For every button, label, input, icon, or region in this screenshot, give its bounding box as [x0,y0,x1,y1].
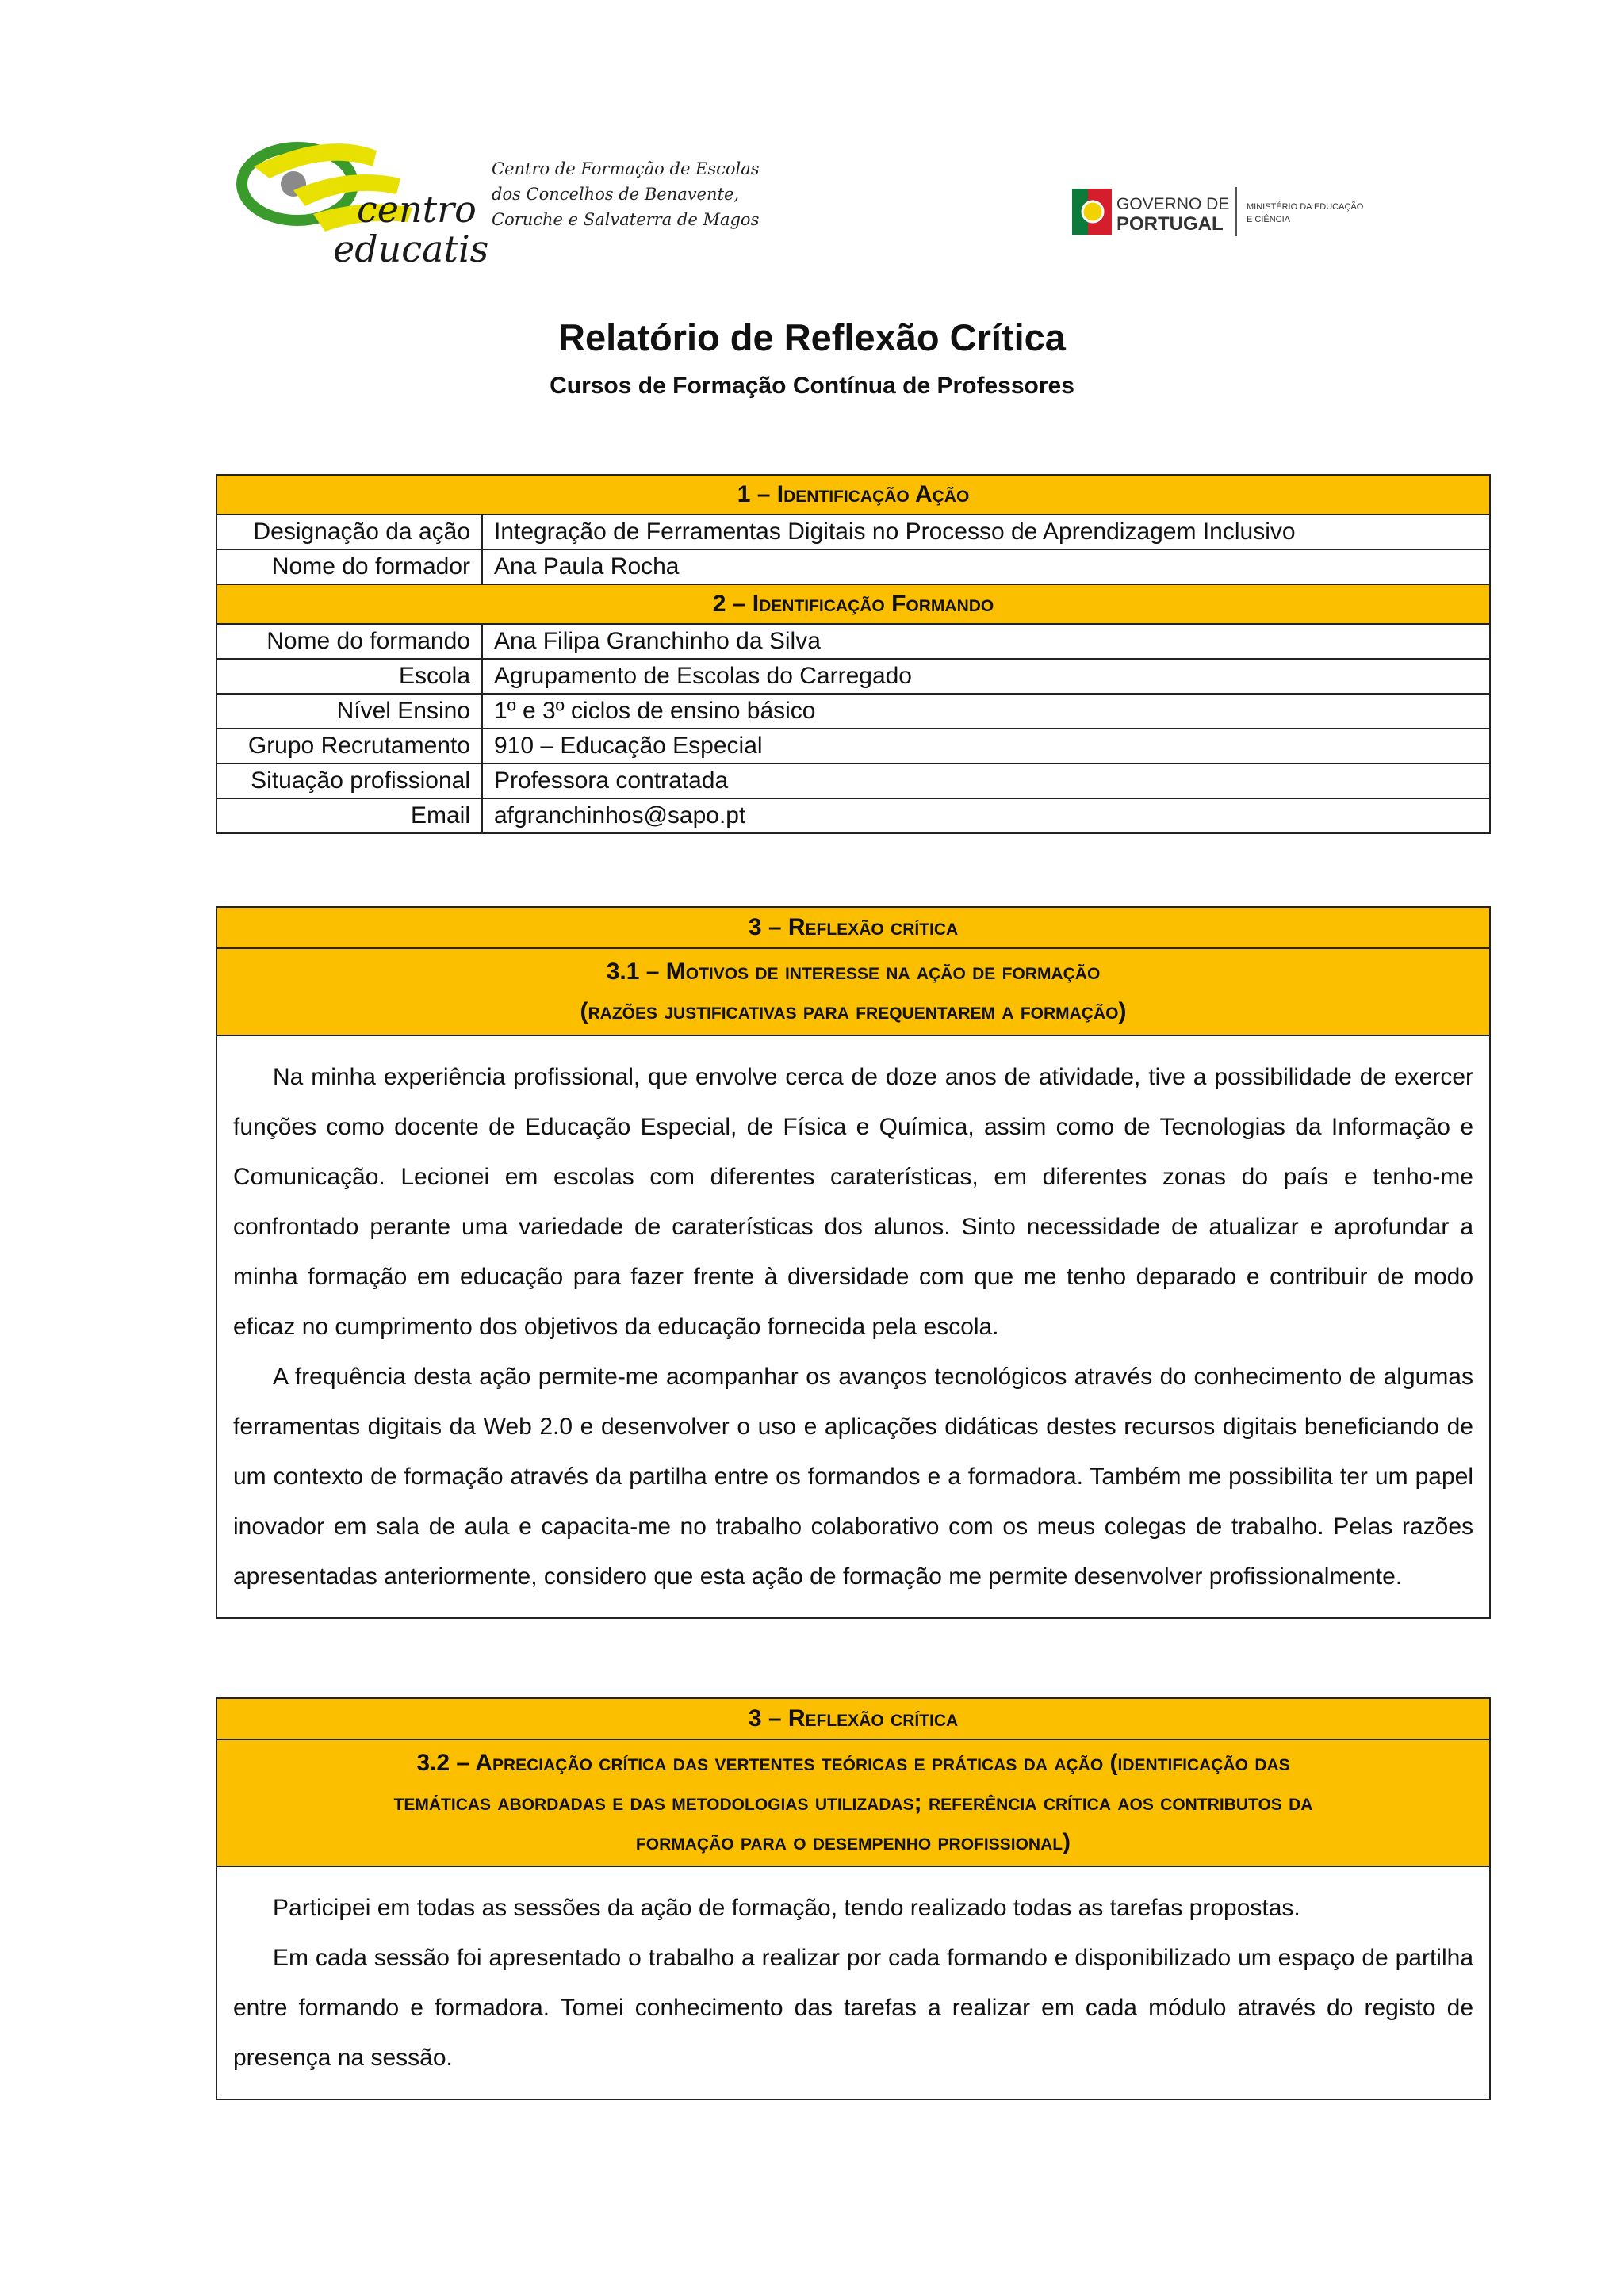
gov-brand-line2: PORTUGAL [1116,213,1224,235]
table-row [216,729,1490,763]
logo-caption-line2: dos Concelhos de Benavente, [492,185,740,204]
paragraph: Em cada sessão foi apresentado o trabalho a realizar por cada formando e disponibilizado um espaço de partilha entre formando e formadora. Tomei conhecimento das tarefas a realizar em cada módulo através do registo de presença na sessão. [233,1945,1473,2071]
centro-educatis-logo [238,135,760,270]
table-row [216,515,1490,549]
logo-caption-line3: Coruche e Salvaterra de Magos [492,210,760,229]
document-subtitle: Cursos de Formação Contínua de Professores [550,373,1074,399]
logo-word-centro: centro [357,188,477,231]
paragraph: A frequência desta ação permite-me acompanhar os avanços tecnológicos através do conhecimento de algumas ferramentas digitais da Web 2.0 e desenvolver o uso e aplicações didáticas destes recursos digitais beneficiando de um contexto de formação através da partilha entre os formandos e a formadora. Também me possibilita ter um papel inovador em sala de aula e capacita-me no trabalho colaborativo com os meus colegas de trabalho. Pelas razões apresentadas anteriormente, considero que esta ação de formação me permite desenvolver profissionalmente. [233,1364,1473,1590]
gov-brand-line1: GOVERNO DE [1116,195,1230,213]
field-value: 910 – Educação Especial [482,729,1490,763]
field-label: Nível Ensino [216,694,482,729]
section31-subheading-line1: 3.1 – Motivos de interesse na ação de formação [606,959,1101,985]
header-logos [238,135,1396,270]
field-value: afgranchinhos@sapo.pt [482,798,1490,833]
section31-subheading [217,949,1489,1036]
field-label: Situação profissional [216,763,482,798]
table-row [216,694,1490,729]
field-value: Integração de Ferramentas Digitais no Processo de Aprendizagem Inclusivo [482,515,1490,549]
field-label: Grupo Recrutamento [216,729,482,763]
section32-box [216,1697,1491,2100]
field-label: Nome do formador [216,549,482,584]
table-row [216,798,1490,833]
document-title: Relatório de Reflexão Crítica [558,316,1066,358]
section2-heading: 2 – Identificação Formando [216,584,1490,624]
section1-heading: 1 – Identificação Ação [216,475,1490,515]
field-label: Nome do formando [216,624,482,659]
section31-heading: 3 – Reflexão crítica [217,908,1489,949]
section32-subheading: 3.2 – Apreciação crítica das vertentes teóricas e práticas da ação (identificação das temáticas abordadas e das metodologias utilizadas; referência crítica aos contributos da formação para o desempenho profissional) [217,1740,1489,1867]
logo-caption-line1: Centro de Formação de Escolas [492,159,760,178]
field-value: Ana Filipa Granchinho da Silva [482,624,1490,659]
logo-word-educatis: educatis [333,228,489,270]
paragraph: Participei em todas as sessões da ação de formação, tendo realizado todas as tarefas propostas. [273,1895,1300,1921]
field-value: Agrupamento de Escolas do Carregado [482,659,1490,694]
ministry-line1: MINISTÉRIO DA EDUCAÇÃO [1247,202,1364,212]
table-row [216,659,1490,694]
table-row [216,549,1490,584]
governo-portugal-logo [1071,182,1396,246]
section31-body [217,1036,1489,1617]
section31-box [216,906,1491,1619]
identification-table [216,474,1491,834]
field-value: Ana Paula Rocha [482,549,1490,584]
field-value: 1º e 3º ciclos de ensino básico [482,694,1490,729]
table-row [216,763,1490,798]
section31-subheading-line2: (razões justificativas para frequentarem a formação) [580,998,1127,1024]
ministry-line2: E CIÊNCIA [1247,215,1291,224]
section32-body [217,1867,1489,2099]
section32-heading: 3 – Reflexão crítica [217,1699,1489,1740]
field-label: Escola [216,659,482,694]
table-row [216,624,1490,659]
field-value: Professora contratada [482,763,1490,798]
field-label: Designação da ação [216,515,482,549]
field-label: Email [216,798,482,833]
paragraph: Na minha experiência profissional, que envolve cerca de doze anos de atividade, tive a possibilidade de exercer funções como docente de Educação Especial, de Física e Química, assim como de Tecnologias da Informação e Comunicação. Lecionei em escolas com diferentes caraterísticas, em diferentes zonas do país e tenho-me confrontado perante uma variedade de caraterísticas dos alunos. Sinto necessidade de atualizar e aprofundar a minha formação em educação para fazer frente à diversidade com que me tenho deparado e contribuir de modo eficaz no cumprimento dos objetivos da educação fornecida pela escola. [233,1064,1473,1340]
